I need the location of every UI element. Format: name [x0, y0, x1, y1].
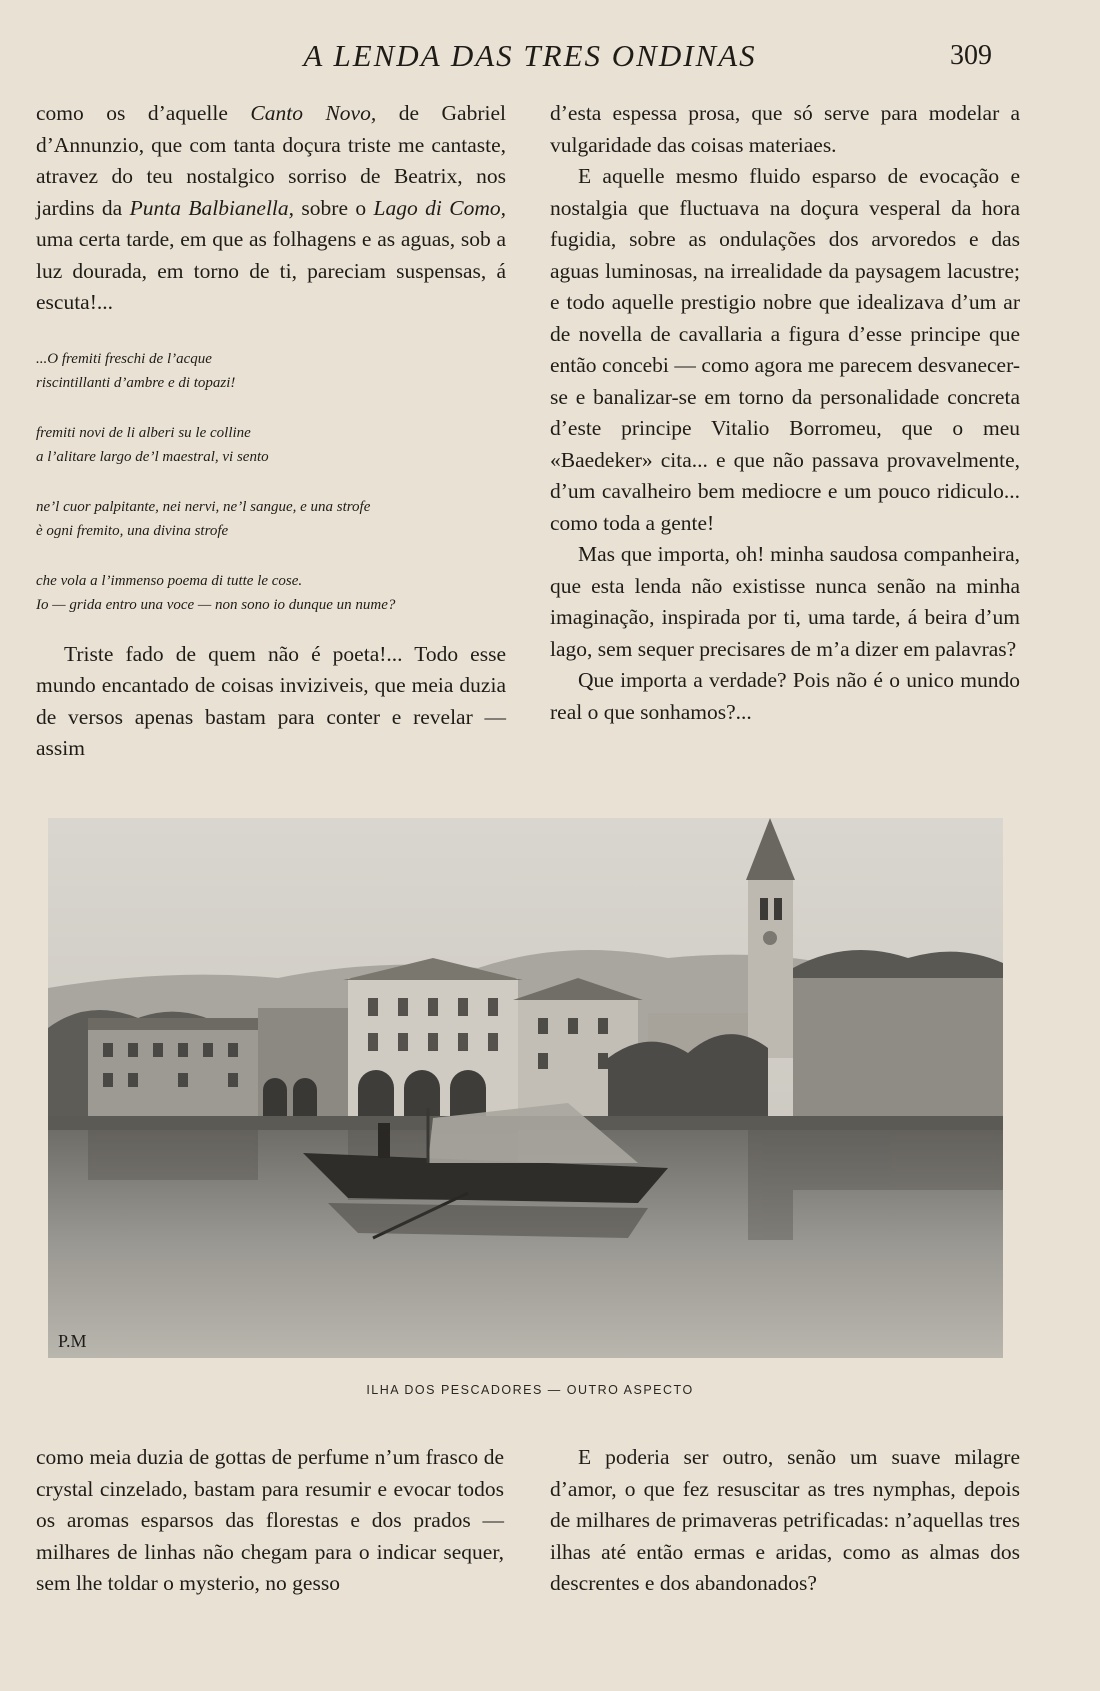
text-run: uma certa tarde, em que as folhagens e as aguas, sob a luz dourada, em torno de ti, pareciam suspensas, á escuta!...	[36, 227, 506, 314]
page-number: 309	[950, 40, 992, 71]
paragraph: E poderia ser outro, senão um suave milagre d’amor, o que fez resuscitar as tres nymphas, depois de milhares de primaveras petrificadas: n’aquellas tres ilhas até então ermas e aridas, como as almas dos descrentes e dos abandonados?	[550, 1445, 1020, 1595]
text-run: como os d’aquelle	[36, 101, 251, 125]
poem-line: a l’alitare largo de’l maestral, vi sento	[36, 448, 269, 465]
poem-line: che vola a l’immenso poema di tutte le cose.	[36, 572, 303, 589]
poem-stanza	[36, 495, 506, 543]
photo-monogram: P.M	[58, 1331, 87, 1351]
poem-stanza	[36, 569, 506, 617]
text-run: sobre o	[294, 195, 374, 220]
paragraph: Que importa a verdade? Pois não é o unico mundo real o que sonhamos?...	[550, 668, 1020, 724]
text-run: de Gabriel d’Annunzio, que com tanta doçura triste me cantaste, atravez do teu nostalgico sorriso de Beatrix, nos jardins da	[36, 101, 506, 220]
paragraph: E aquelle mesmo fluido esparso de evocação e nostalgia que fluctuava na doçura vesperal da hora fugidia, sobre as ondulações dos arvoredos e das aguas luminosas, na irrealidade da paysagem lacustre; e todo aquelle prestigio nobre que idealizava d’um ar de novella de cavallaria a figura d’esse principe que então concebi — como agora me parecem desvanecer-se e banalizar-se em torno da personalidade concreta d’este principe Vitalio Borromeu, que o meu «Baedeker» cita... e que não passava provavelmente, d’um cavalheiro bem mediocre e um pouco ridiculo... como toda a gente!	[550, 164, 1020, 535]
poem-quote	[36, 347, 506, 617]
running-title: A LENDA DAS TRES ONDINAS	[303, 38, 757, 73]
photo-caption: ILHA DOS PESCADORES — OUTRO ASPECTO	[366, 1383, 694, 1397]
poem-line: fremiti novi de li alberi su le colline	[36, 424, 251, 441]
poem-stanza	[36, 421, 506, 469]
paragraph: Mas que importa, oh! minha saudosa companheira, que esta lenda não existisse nunca senão na minha imaginação, inspirada por ti, uma tarde, á beira d’um lago, sem sequer precisares de m’a dizer em palavras?	[550, 542, 1020, 661]
italic-title: Canto Novo,	[250, 101, 377, 125]
italic-place: Lago di Como,	[373, 195, 506, 220]
poem-line: ne’l cuor palpitante, nei nervi, ne’l sangue, e una strofe	[36, 498, 371, 515]
paragraph: Triste fado de quem não é poeta!... Todo esse mundo encantado de coisas inviziveis, que meia duzia de versos apenas bastam para conter e revelar — assim	[36, 641, 506, 760]
lake-village-photo	[48, 818, 1003, 1358]
poem-line: Io — grida entro una voce — non sono io dunque un nume?	[36, 596, 396, 613]
paragraph	[36, 98, 506, 319]
poem-stanza	[36, 347, 506, 395]
left-column-bottom	[36, 1442, 504, 1600]
right-column-top	[550, 98, 1020, 728]
poem-line: riscintillanti d’ambre e di topazi!	[36, 374, 236, 391]
poem-line: ...O fremiti freschi de l’acque	[36, 350, 212, 367]
italic-place: Punta Balbianella,	[129, 195, 295, 220]
poem-line: è ogni fremito, una divina strofe	[36, 522, 229, 539]
left-column-top	[36, 98, 506, 765]
right-column-bottom	[550, 1442, 1020, 1600]
running-header	[0, 38, 1100, 78]
paragraph: d’esta espessa prosa, que só serve para modelar a vulgaridade das coisas materiaes.	[550, 101, 1020, 157]
paragraph: como meia duzia de gottas de perfume n’um frasco de crystal cinzelado, bastam para resumir e evocar todos os aromas esparsos das florestas e dos prados — milhares de linhas não chegam para o indicar sequer, sem lhe toldar o mysterio, no gesso	[36, 1445, 504, 1595]
